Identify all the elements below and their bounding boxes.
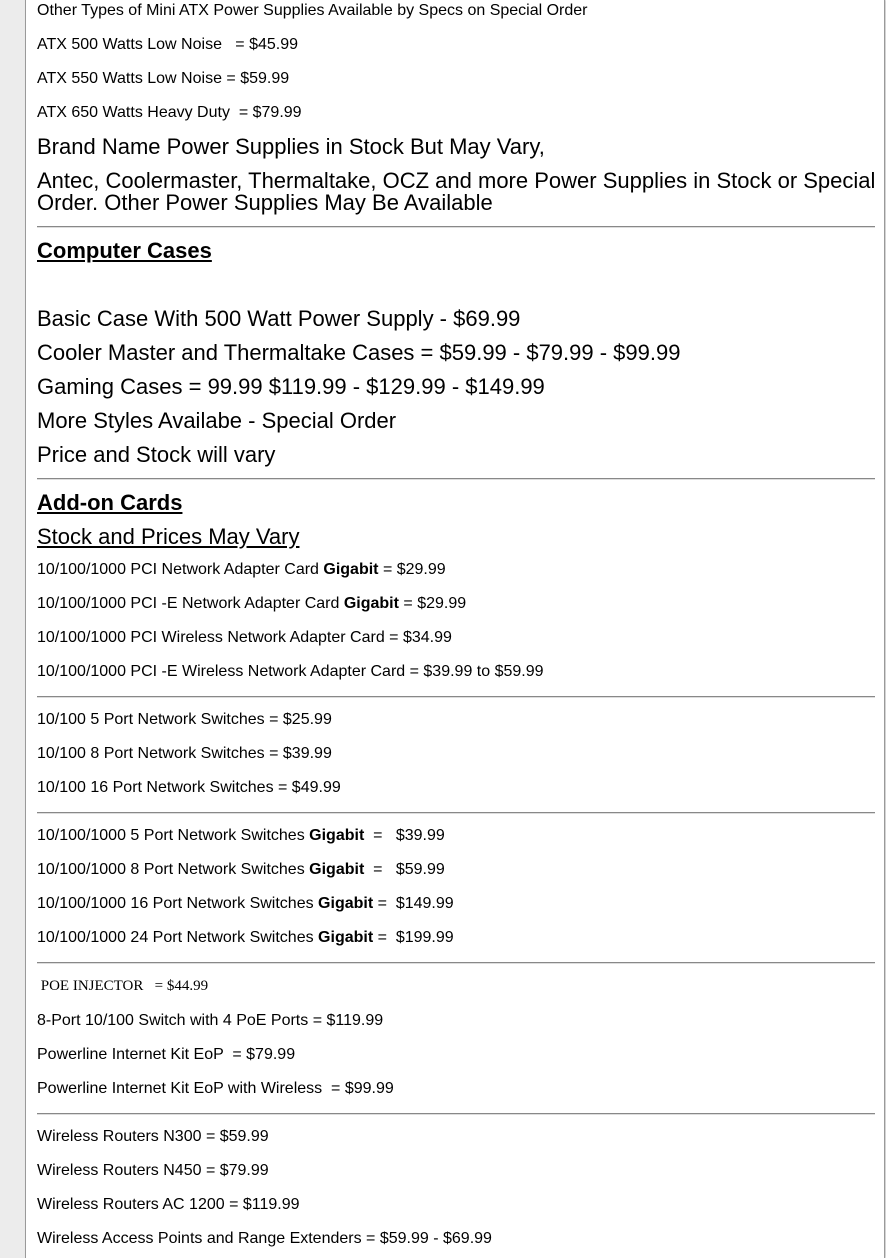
poe-item: Powerline Internet Kit EoP with Wireless = $99.99 xyxy=(37,1080,394,1097)
divider xyxy=(37,478,875,480)
switch-name: 10/100/1000 5 Port Network Switches xyxy=(37,827,310,844)
gigabit-label: Gigabit xyxy=(323,561,379,578)
adapter-price: = $29.99 xyxy=(378,561,446,578)
poe-injector: POE INJECTOR = $44.99 xyxy=(37,978,209,994)
case-item: Price and Stock will vary xyxy=(37,442,276,467)
divider xyxy=(37,696,875,698)
switch-price: = $199.99 xyxy=(373,929,454,946)
adapter-item xyxy=(37,587,466,621)
wireless-item: Wireless Routers N300 = $59.99 xyxy=(37,1128,269,1145)
psu-item: ATX 500 Watts Low Noise = $45.99 xyxy=(37,36,299,53)
gigabit-switch-item xyxy=(37,853,445,887)
gigabit-switch-item xyxy=(37,921,454,955)
psu-brand-line: Brand Name Power Supplies in Stock But May Vary, xyxy=(37,134,545,159)
switch-price: = $149.99 xyxy=(373,895,454,912)
gigabit-switch-item xyxy=(37,819,445,853)
switch-item: 10/100 8 Port Network Switches = $39.99 xyxy=(37,745,332,762)
divider xyxy=(37,1113,875,1115)
switch-item: 10/100 16 Port Network Switches = $49.99 xyxy=(37,779,341,796)
divider xyxy=(37,812,875,814)
poe-item: 8-Port 10/100 Switch with 4 PoE Ports = $119.99 xyxy=(37,1012,384,1029)
wireless-item: Wireless Access Points and Range Extenders = $59.99 - $69.99 xyxy=(37,1230,492,1247)
switch-name: 10/100/1000 8 Port Network Switches xyxy=(37,861,310,878)
page-panel xyxy=(25,0,885,1258)
wireless-adapter-item: 10/100/1000 PCI Wireless Network Adapter Card = $34.99 xyxy=(37,629,452,646)
case-item: Gaming Cases = 99.99 $119.99 - $129.99 - $149.99 xyxy=(37,374,545,399)
psu-intro: Other Types of Mini ATX Power Supplies Available by Specs on Special Order xyxy=(37,2,588,19)
adapter-item xyxy=(37,553,446,587)
switch-name: 10/100/1000 24 Port Network Switches xyxy=(37,929,319,946)
gigabit-label: Gigabit xyxy=(343,595,399,612)
switch-name: 10/100/1000 16 Port Network Switches xyxy=(37,895,319,912)
gigabit-label: Gigabit xyxy=(318,895,374,912)
adapter-name: 10/100/1000 PCI -E Network Adapter Card xyxy=(37,595,344,612)
case-item: Cooler Master and Thermaltake Cases = $59.99 - $79.99 - $99.99 xyxy=(37,340,681,365)
gigabit-label: Gigabit xyxy=(318,929,374,946)
case-item: More Styles Availabe - Special Order xyxy=(37,408,397,433)
gigabit-label: Gigabit xyxy=(309,827,365,844)
switch-price: = $39.99 xyxy=(364,827,445,844)
psu-brand-detail: Antec, Coolermaster, Thermaltake, OCZ and more Power Supplies in Stock or Special Order. Other Power Supplies May Be Available xyxy=(37,168,876,215)
adapter-name: 10/100/1000 PCI Network Adapter Card xyxy=(37,561,324,578)
case-item: Basic Case With 500 Watt Power Supply - $69.99 xyxy=(37,306,521,331)
switch-item: 10/100 5 Port Network Switches = $25.99 xyxy=(37,711,332,728)
poe-item: Powerline Internet Kit EoP = $79.99 xyxy=(37,1046,296,1063)
cases-heading: Computer Cases xyxy=(37,238,212,263)
adapter-price: = $29.99 xyxy=(398,595,467,612)
divider xyxy=(37,226,875,228)
gigabit-label: Gigabit xyxy=(309,861,365,878)
divider xyxy=(37,962,875,964)
wireless-adapter-item: 10/100/1000 PCI -E Wireless Network Adapter Card = $39.99 to $59.99 xyxy=(37,663,544,680)
addon-subheading: Stock and Prices May Vary xyxy=(37,524,300,549)
addon-heading: Add-on Cards xyxy=(37,490,183,515)
psu-item: ATX 650 Watts Heavy Duty = $79.99 xyxy=(37,104,302,121)
psu-item: ATX 550 Watts Low Noise = $59.99 xyxy=(37,70,290,87)
wireless-item: Wireless Routers N450 = $79.99 xyxy=(37,1162,269,1179)
wireless-item: Wireless Routers AC 1200 = $119.99 xyxy=(37,1196,300,1213)
switch-price: = $59.99 xyxy=(364,861,445,878)
gigabit-switch-item xyxy=(37,887,454,921)
